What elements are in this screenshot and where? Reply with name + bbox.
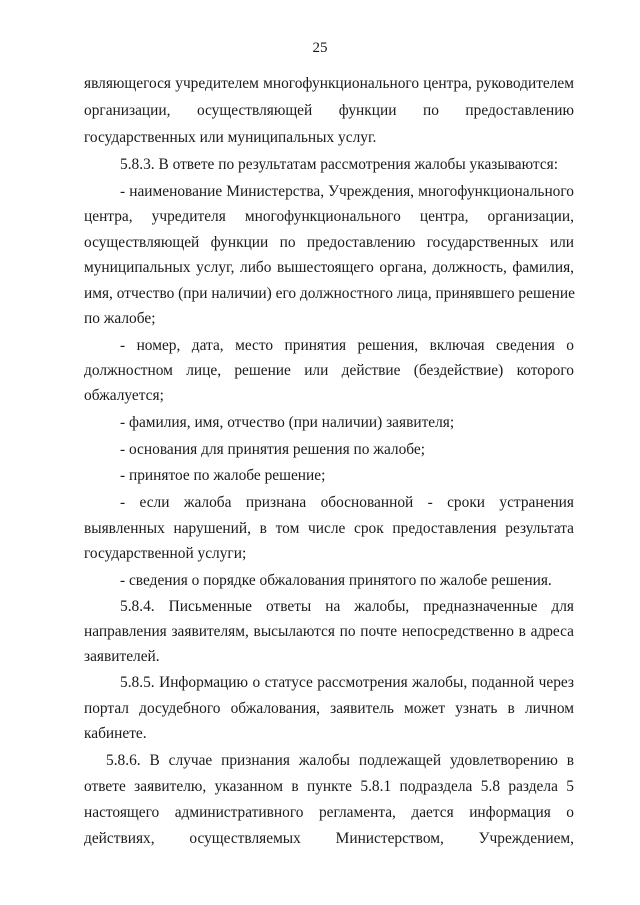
text-line: государственных или муниципальных услуг. xyxy=(84,129,377,146)
text-line: государственной услуги; xyxy=(84,545,247,562)
text-line: - номер, дата, место принятия решения, включая сведения о xyxy=(120,337,574,354)
text-line: - наименование Министерства, Учреждения, многофункционального xyxy=(120,183,574,200)
text-line: осуществляющей функции по предоставлению государственных или xyxy=(84,234,574,251)
text-line: 5.8.4. Письменные ответы на жалобы, предназначенные для xyxy=(120,598,574,615)
text-line: портал досудебного обжалования, заявитель может узнать в личном xyxy=(84,700,574,717)
text-line: являющегося учредителем многофункционального центра, руководителем xyxy=(84,75,574,92)
text-line: настоящего административного регламента, дается информация о xyxy=(84,804,574,821)
text-line: по жалобе; xyxy=(84,310,156,327)
text-line: действиях, осуществляемых Министерством, Учреждением, xyxy=(84,830,574,847)
text-line: заявителей. xyxy=(84,648,160,665)
text-line: - если жалоба признана обоснованной - сроки устранения xyxy=(120,494,574,511)
text-line: муниципальных услуг, либо вышестоящего органа, должность, фамилия, xyxy=(84,259,574,276)
text-line: - фамилия, имя, отчество (при наличии) заявителя; xyxy=(120,414,455,431)
text-line: 5.8.6. В случае признания жалобы подлежащей удовлетворению в xyxy=(106,752,574,769)
text-line: ответе заявителю, указанном в пункте 5.8.1 подраздела 5.8 раздела 5 xyxy=(84,778,574,795)
text-line: направления заявителям, высылаются по почте непосредственно в адреса xyxy=(84,623,574,640)
text-line: организации, осуществляющей функции по предоставлению xyxy=(84,102,574,119)
text-line: должностном лице, решение или действие (бездействие) которого xyxy=(84,362,574,379)
text-line: выявленных нарушений, в том числе срок предоставления результата xyxy=(84,520,574,537)
text-line: центра, учредителя многофункционального центра, организации, xyxy=(84,208,574,225)
text-line: 5.8.3. В ответе по результатам рассмотрения жалобы указываются: xyxy=(120,156,559,173)
text-line: имя, отчество (при наличии) его должностного лица, принявшего решение xyxy=(84,285,575,302)
text-line: 5.8.5. Информацию о статусе рассмотрения жалобы, поданной через xyxy=(120,674,574,691)
text-line: - сведения о порядке обжалования принятого по жалобе решения. xyxy=(120,572,552,589)
text-line: - основания для принятия решения по жалобе; xyxy=(120,441,426,458)
page-number: 25 xyxy=(312,40,328,56)
text-line: - принятое по жалобе решение; xyxy=(120,467,326,484)
text-line: обжалуется; xyxy=(84,387,164,404)
text-line: кабинете. xyxy=(84,725,147,742)
